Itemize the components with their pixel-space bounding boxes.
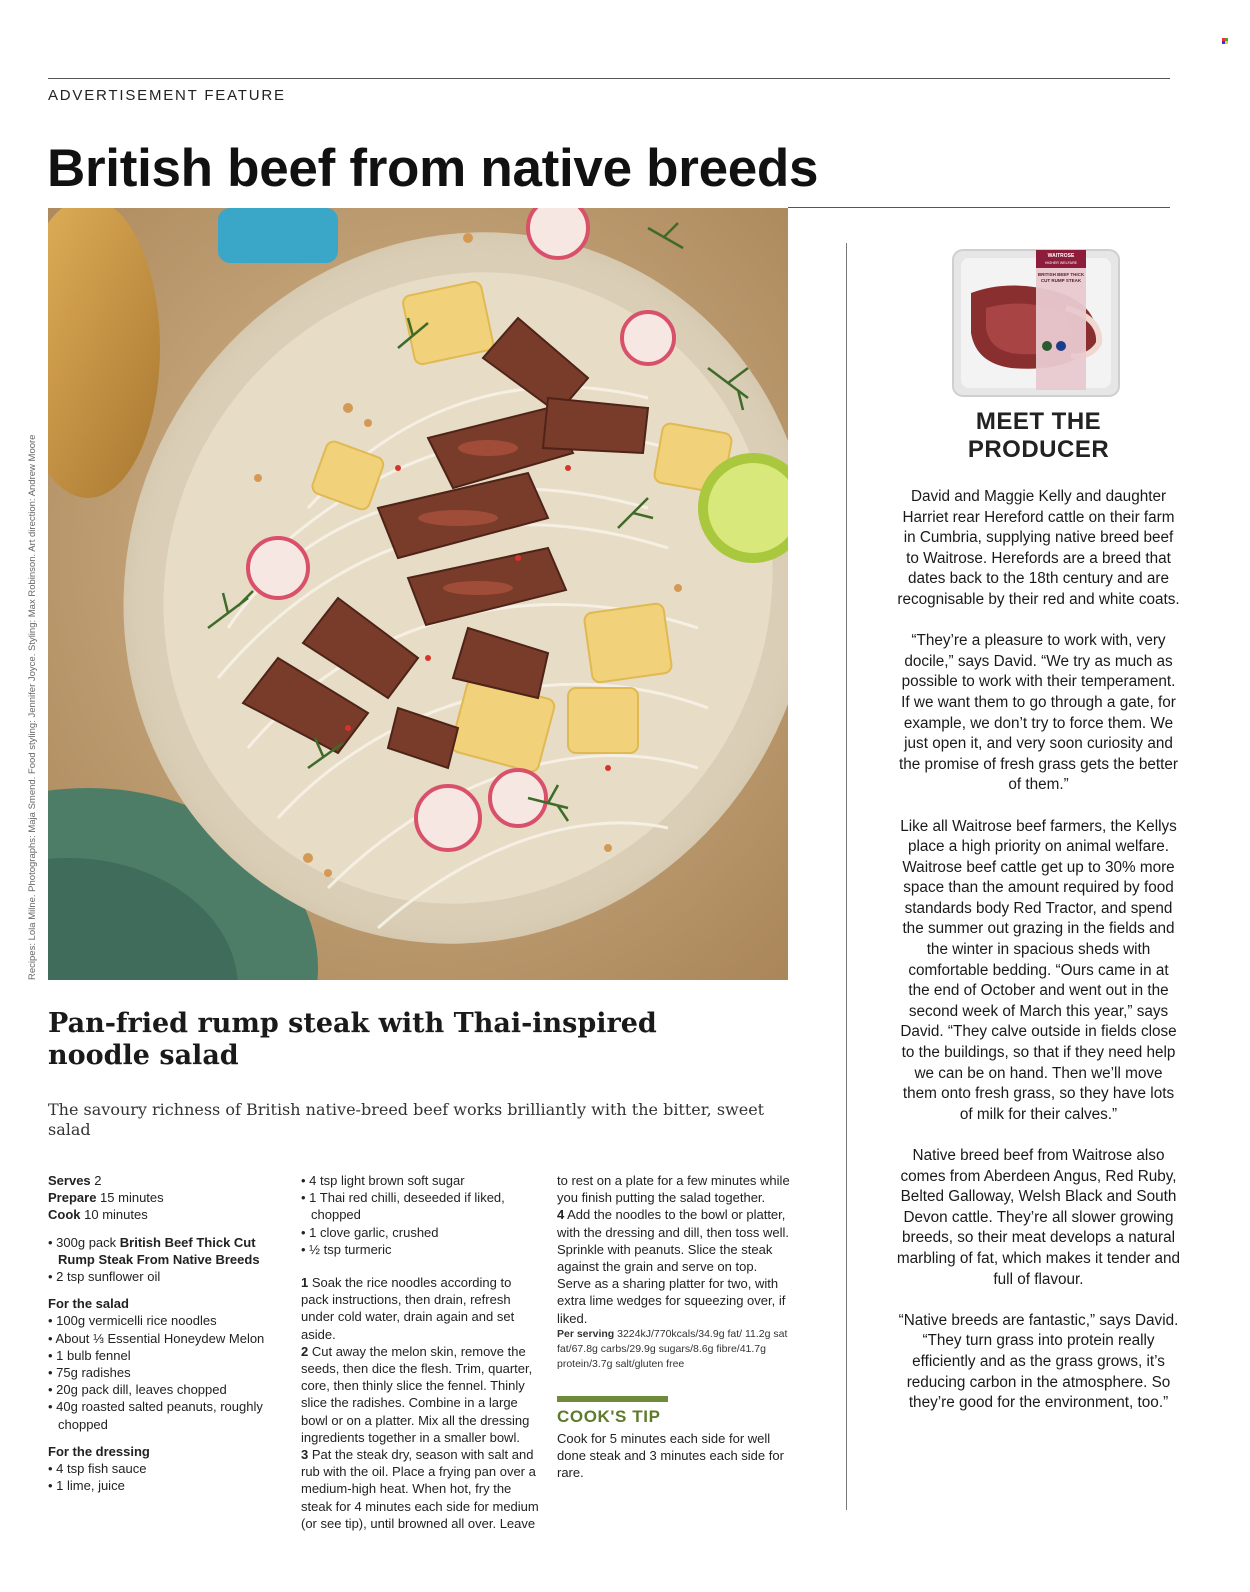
hero-food-photo (48, 208, 788, 980)
method-step: 2 Cut away the melon skin, remove the seeds, then dice the flesh. Trim, quarter, core, then thinly slice the fennel. Thinly slice the radishes. Combine in a large bowl or on a platter. Mix all the dressing ingredients together in a smaller bowl. (301, 1343, 533, 1445)
producer-paragraph: “Native breeds are fantastic,” says David. “They turn grass into protein really efficiently and as the grass grows, it’s reducing carbon in the atmosphere. So they’re good for the environment, too.” (898, 1311, 1179, 1412)
title-rule (788, 207, 1170, 208)
cooks-tip-title: COOK'S TIP (557, 1407, 661, 1426)
ingredient-item: • About ⅓ Essential Honeydew Melon (48, 1330, 265, 1346)
product-brand: WAITROSE (1047, 253, 1075, 259)
method-column-2 (557, 1172, 792, 1372)
product-line: HIGHER WELFARE (1044, 261, 1078, 265)
column-divider (846, 243, 847, 1510)
method-step: 3 Pat the steak dry, season with salt and rub with the oil. Place a frying pan over a medium-high heat. When hot, fry the steak for 4 minutes each side for medium (or see tip), until browned all over. Leave (301, 1447, 539, 1531)
method-column-1 (301, 1172, 541, 1532)
cooks-tip-text: Cook for 5 minutes each side for well done steak and 3 minutes each side for rare. (557, 1431, 784, 1481)
ingredients-column-1 (48, 1172, 288, 1494)
ingredient-item: • 1 lime, juice (48, 1478, 125, 1494)
producer-paragraph: Native breed beef from Waitrose also comes from Aberdeen Angus, Red Ruby, Belted Galloway, Welsh Black and South Devon cattle. They’re all slower growing breeds, so their meat develops a natural marbling of fat, which makes it tender and full of flavour. (896, 1147, 1181, 1288)
cook-line: Cook 10 minutes (48, 1207, 148, 1223)
product-name: BRITISH BEEF THICK CUT RUMP STEAK (1037, 272, 1085, 283)
ingredient-item: • 100g vermicelli rice noodles (48, 1313, 217, 1329)
ingredient-item: • 300g pack British Beef Thick Cut Rump Steak From Native Breeds (48, 1234, 260, 1267)
method-step: 4 Add the noodles to the bowl or platter, with the dressing and dill, then toss well. Sprinkle with peanuts. Slice the steak against the grain and serve on top. Serve as a sharing platter for two, with extra lime wedges for squeezing over, if liked. (557, 1207, 789, 1326)
method-step: 1 Soak the rice noodles according to pack instructions, then drain, refresh under cold water, drain again and set aside. (301, 1275, 515, 1342)
recipe-title: Pan-fried rump steak with Thai-inspired noodle salad (48, 1008, 657, 1071)
nutrition-info: Per serving 3224kJ/770kcals/34.9g fat/ 11.2g sat fat/67.8g carbs/29.9g sugars/8.6g fibre/41.7g protein/3.7g salt/gluten free (557, 1327, 788, 1370)
method-step-continued: to rest on a plate for a few minutes while you finish putting the salad together. (557, 1173, 790, 1206)
producer-article (896, 487, 1181, 1434)
ingredient-item: • 20g pack dill, leaves chopped (48, 1382, 227, 1398)
meet-the-producer-heading: MEET THE PRODUCER (967, 408, 1110, 463)
ingredient-item: • 4 tsp fish sauce (48, 1461, 147, 1477)
producer-paragraph: “They’re a pleasure to work with, very docile,” says David. “We try as much as possible to work with their temperament. If we want them to go through a gate, for example, we don’t try to force them. We just open it, and very soon curiosity and the promise of fresh grass gets the better of them.” (899, 632, 1178, 794)
ingredient-item: • 1 Thai red chilli, deseeded if liked, chopped (301, 1190, 505, 1223)
ingredient-item: • ½ tsp turmeric (301, 1241, 392, 1257)
steak-noodle-salad-illustration (48, 208, 788, 980)
ingredient-item: • 40g roasted salted peanuts, roughly chopped (48, 1399, 263, 1432)
dressing-heading: For the dressing (48, 1443, 150, 1459)
corner-mark (1222, 31, 1228, 37)
page-title: British beef from native breeds (47, 139, 819, 198)
top-rule (48, 78, 1170, 79)
ingredient-item: • 2 tsp sunflower oil (48, 1269, 161, 1285)
ingredient-item: • 1 bulb fennel (48, 1347, 131, 1363)
cooks-tip-bar (557, 1396, 668, 1402)
prepare-line: Prepare 15 minutes (48, 1190, 164, 1206)
salad-heading: For the salad (48, 1296, 129, 1312)
producer-paragraph: David and Maggie Kelly and daughter Harriet rear Hereford cattle on their farm in Cumbria, supplying native breed beef to Waitrose. Herefords are a breed that dates back to the 18th century and are recognisable by their red and white coats. (897, 488, 1180, 608)
ingredient-item: • 75g radishes (48, 1365, 131, 1381)
ingredient-item: • 4 tsp light brown soft sugar (301, 1173, 465, 1188)
product-pack-image (951, 248, 1121, 398)
ingredient-item: • 1 clove garlic, crushed (301, 1224, 439, 1240)
producer-paragraph: Like all Waitrose beef farmers, the Kellys place a high priority on animal welfare. Waitrose beef cattle get up to 30% more space than the amount required by food standards body Red Tractor, and spend the summer out grazing in the fields and the winter in spacious sheds with comfortable bedding. “Ours came in at the end of October and went out in the second week of March this year,” says David. “They calve outside in fields close to the buildings, so that if they need help we can be on hand. Then we’ll move them onto fresh grass, so they have lots of milk for their calves.” (900, 817, 1177, 1123)
serves-line: Serves 2 (48, 1173, 102, 1188)
recipe-intro: The savoury richness of British native-breed beef works brilliantly with the bitter, sweet salad (48, 1100, 765, 1139)
advertisement-label: ADVERTISEMENT FEATURE (48, 87, 286, 104)
photo-credits: Recipes: Lola Milne. Photographs: Maja Smend. Food styling: Jennifer Joyce. Styling: Max Robinson. Art direction: Andrew Moore (27, 434, 38, 980)
